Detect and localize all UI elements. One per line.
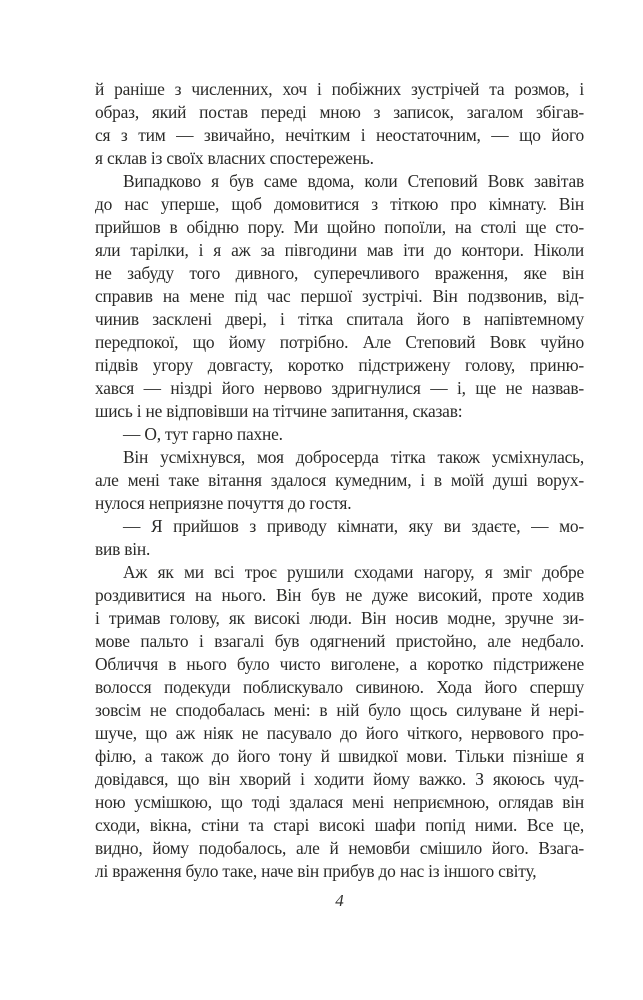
text-line: видно, йому подобалось, але й немовби смішило його. Взага-: [95, 838, 584, 858]
text-line: справив на мене під час першої зустрічі. Він подзвонив, від-: [95, 286, 584, 306]
paragraph: [95, 170, 584, 423]
text-line: сходи, вікна, стіни та старі високі шафи попід ними. Все це,: [95, 815, 584, 835]
text-line: підвів угору довгасту, коротко підстрижену голову, приню-: [95, 355, 584, 375]
text-line: — Я прийшов з приводу кімнати, яку ви здаєте, — мо-: [123, 516, 584, 536]
text-block: [95, 78, 584, 883]
text-line: лі враження було таке, наче він прибув до нас із іншого світу,: [95, 861, 537, 881]
text-line: Він усміхнувся, моя добросерда тітка також усміхнулась,: [123, 447, 584, 467]
text-line: до нас уперше, щоб домовитися з тіткою про кімнату. Він: [95, 194, 584, 214]
text-line: але мені таке вітання здалося кумедним, і в моїй душі ворух-: [95, 470, 584, 490]
text-line: ною усмішкою, що тоді здалася мені неприємною, оглядав він: [95, 792, 584, 812]
text-line: шись і не відповівши на тітчине запитання, сказав:: [95, 401, 463, 421]
text-line: шуче, що аж ніяк не пасувало до його чіткого, нервового про-: [95, 723, 584, 743]
text-line: чинив засклені двері, і тітка спитала його в напівтемному: [95, 309, 584, 329]
text-line: й раніше з численних, хоч і побіжних зустрічей та розмов, і: [95, 79, 584, 99]
text-line: довідався, що він хворий і ходити йому важко. З якоюсь чуд-: [95, 769, 584, 789]
text-line: Обличчя в нього було чисто виголене, а коротко підстрижене: [95, 654, 584, 674]
text-line: мове пальто і взагалі був одягнений пристойно, але недбало.: [95, 631, 584, 651]
paragraph: [95, 423, 584, 446]
text-line: вив він.: [95, 539, 151, 559]
text-line: роздивитися на нього. Він був не дуже високий, проте ходив: [95, 585, 584, 605]
text-line: хався — ніздрі його нервово здригнулися — і, ще не назвав-: [95, 378, 584, 398]
text-line: не забуду того дивного, суперечливого враження, яке він: [95, 263, 584, 283]
text-line: — О, тут гарно пахне.: [123, 424, 283, 444]
text-line: філю, а також до його тону й швидкої мови. Тільки пізніше я: [95, 746, 584, 766]
text-line: я склав із своїх власних спостережень.: [95, 148, 374, 168]
text-line: зовсім не сподобалась мені: в ній було щось силуване й нері-: [95, 700, 584, 720]
page-number: 4: [335, 891, 344, 910]
text-line: і тримав голову, як високі люди. Він носив модне, зручне зи-: [95, 608, 584, 628]
text-line: Аж як ми всі троє рушили сходами нагору, я зміг добре: [123, 562, 584, 582]
text-line: нулося неприязне почуття до гостя.: [95, 493, 352, 513]
text-line: ся з тим — звичайно, нечітким і неостаточним, — що його: [95, 125, 584, 145]
text-line: прийшов в обідню пору. Ми щойно попоїли, на столі ще сто-: [95, 217, 584, 237]
text-line: волосся подекуди поблискувало сивиною. Хода його спершу: [95, 677, 584, 697]
text-line: передпокої, що йому потрібно. Але Степовий Вовк чуйно: [95, 332, 584, 352]
text-line: Випадково я був саме вдома, коли Степовий Вовк завітав: [123, 171, 584, 191]
paragraph: [95, 515, 584, 561]
text-line: яли тарілки, і я аж за півгодини мав іти до контори. Ніколи: [95, 240, 584, 260]
paragraph: [95, 78, 584, 170]
paragraph: [95, 561, 584, 883]
text-line: образ, який постав переді мною з записок, загалом збігав-: [95, 102, 584, 122]
paragraph: [95, 446, 584, 515]
